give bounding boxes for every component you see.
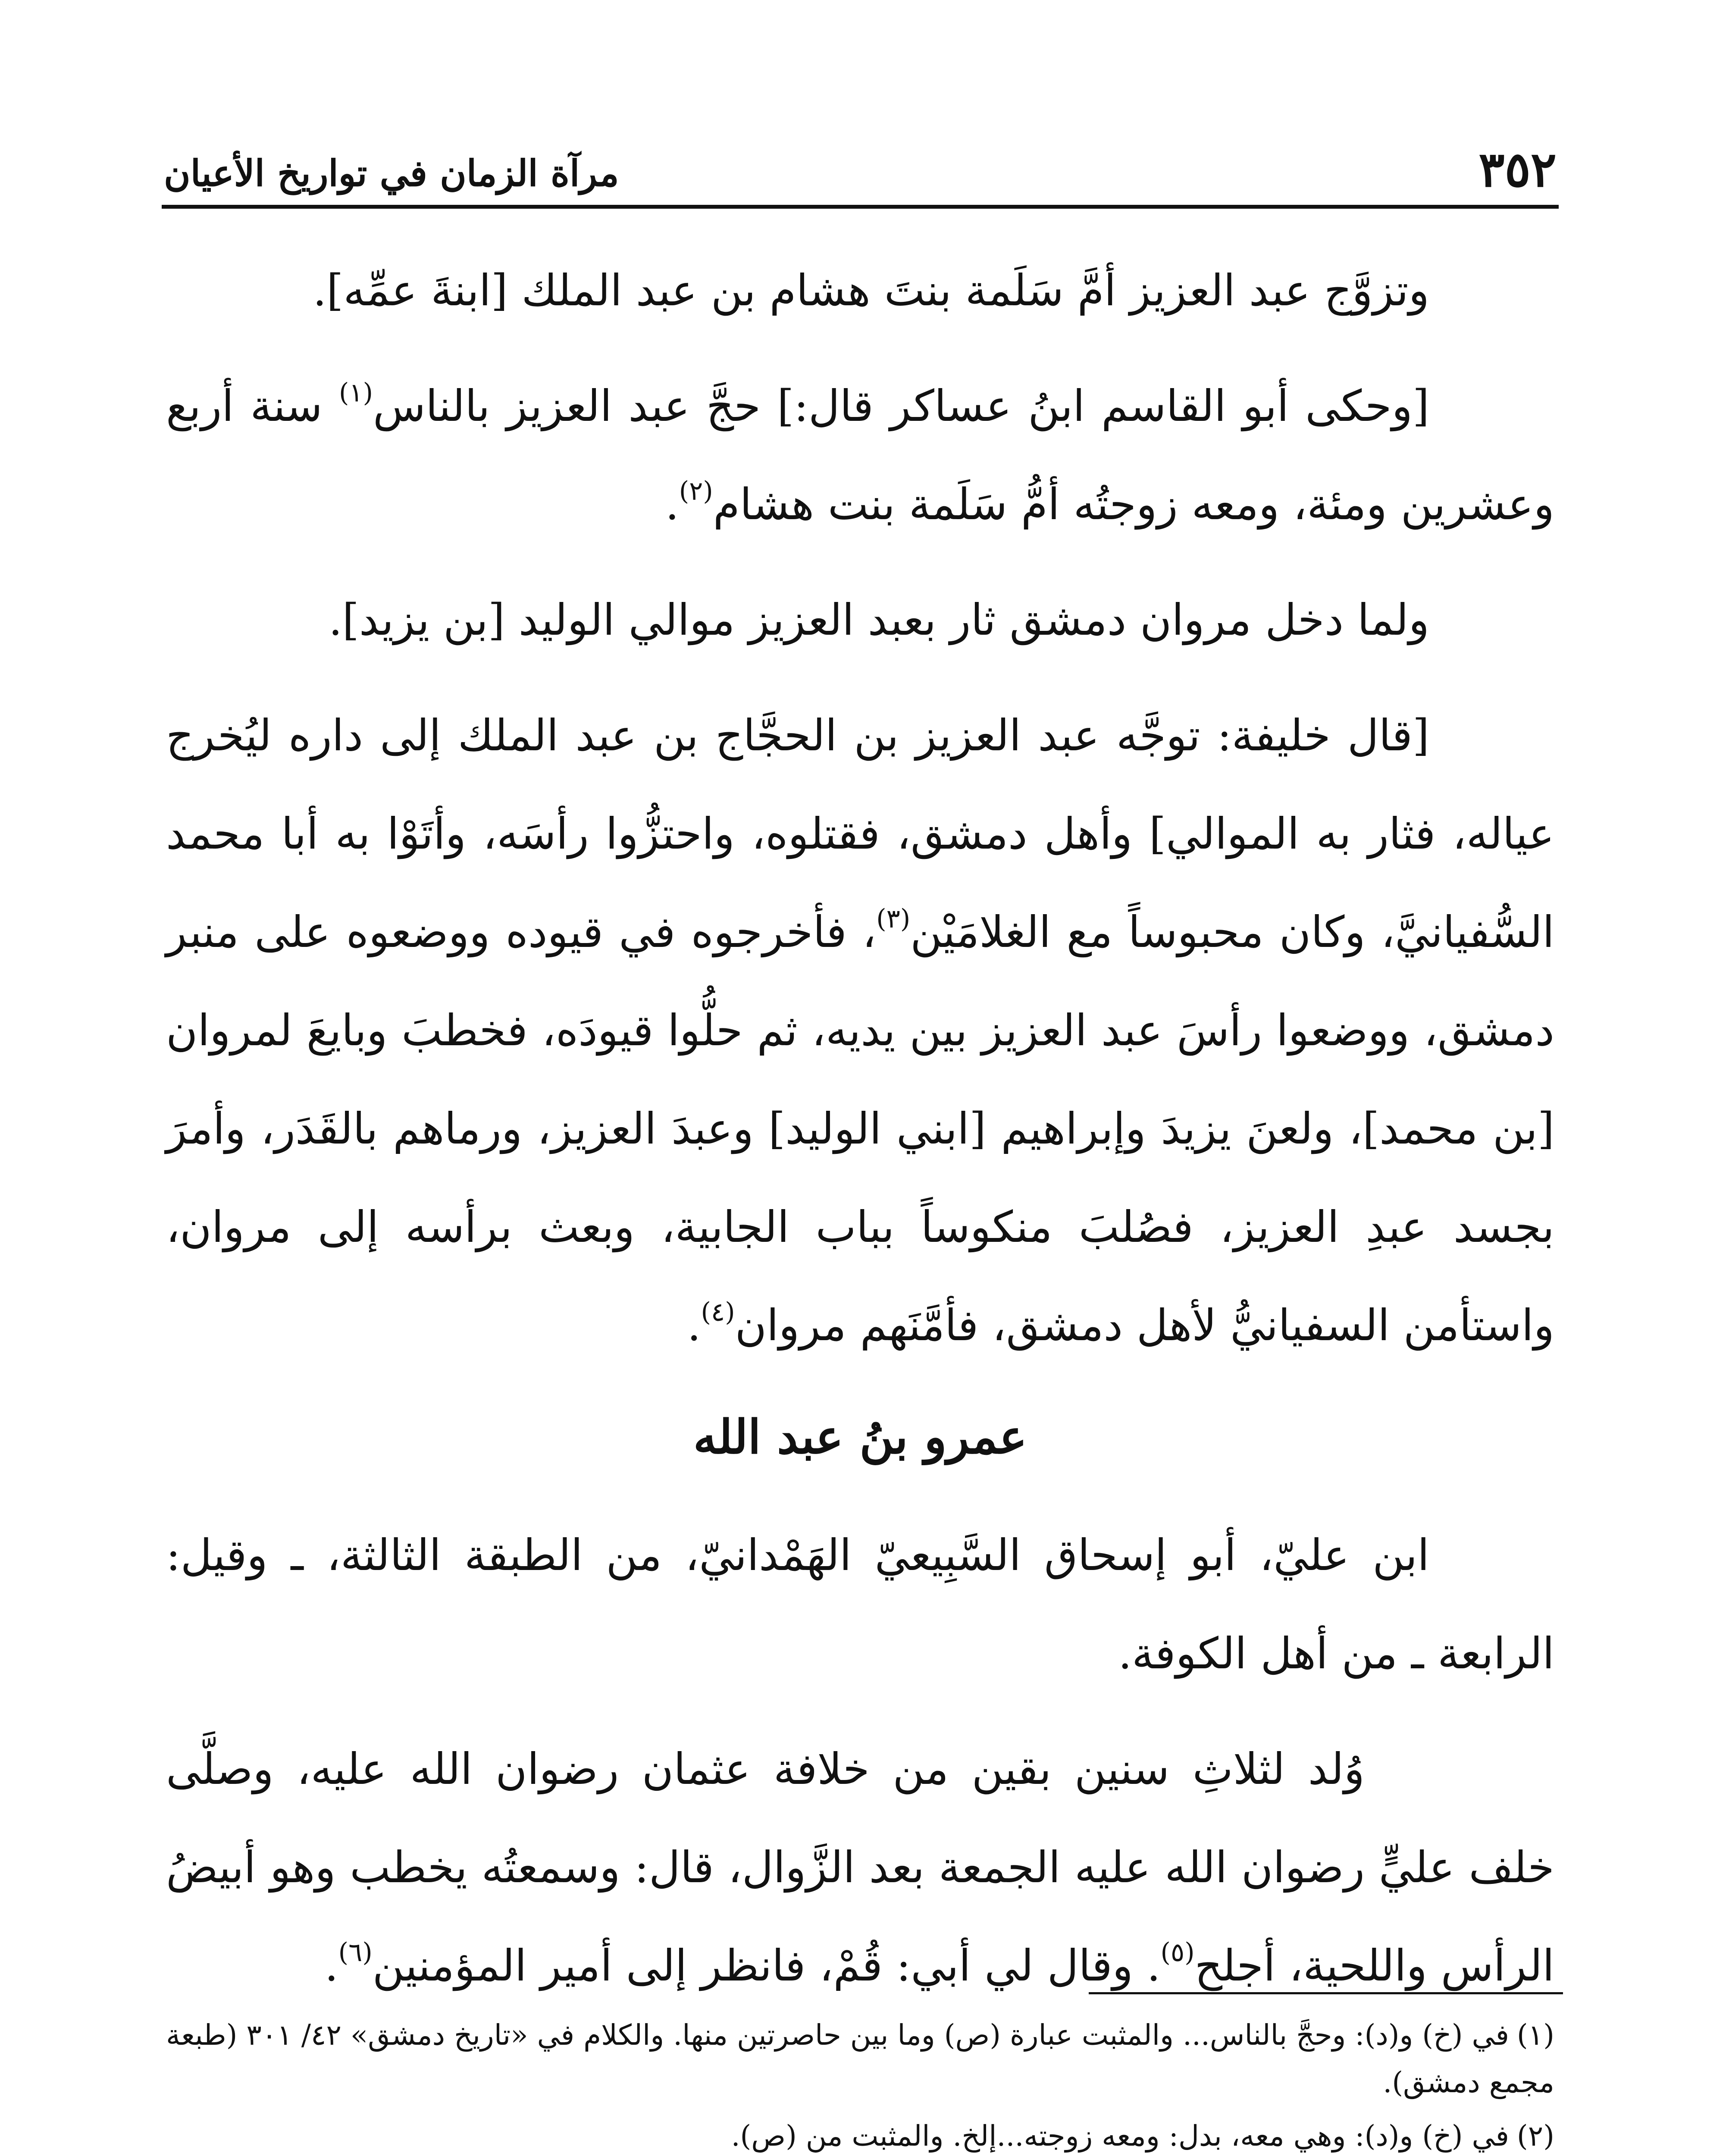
footnote-ref-6[interactable]: (٦) bbox=[338, 1937, 373, 1968]
footnote-number: (١) bbox=[1517, 2018, 1554, 2052]
footnote-text: في (خ) و(د): وهي معه، بدل: ومعه زوجته...إلخ. والمثبت من (ص). bbox=[731, 2119, 1510, 2153]
section-heading: عمرو بنُ عبد الله bbox=[693, 1410, 1027, 1464]
running-title: مرآة الزمان في تواريخ الأعيان bbox=[164, 152, 619, 194]
header-rule bbox=[162, 205, 1559, 209]
paragraph-khalifa: [قال خليفة: توجَّه عبد العزيز بن الحجَّاج بن عبد الملك إلى داره ليُخرج عياله، فثار به الموالي] وأهل دمشق، فقتلوه، واحتزُّوا رأسَه، وأتَوْا به أبا محمد السُّفيانيَّ، وكان محبوساً مع الغلامَيْن$^{(٣)}$، فأخرجوه في قيوده ووضعوه على منبر دمشق، ووضعوا رأسَ عبد العزيز بين يديه، ثم حلُّوا قيودَه، فخطبَ وبايعَ لمروان [بن محمد]، ولعنَ يزيدَ وإبراهيم [ابني الوليد] وعبدَ العزيز، ورماهم بالقَدَر، وأمرَ بجسد عبدِ العزيز، فصُلبَ منكوساً بباب الجابية، وبعث برأسه إلى مروان، واستأمن السفيانيُّ لأهل دمشق، فأمَّنَهم مروان$^{(٤)}$. bbox=[166, 710, 1554, 1351]
page-header bbox=[164, 129, 1557, 198]
footnote-text: في (خ) و(د): وحجَّ بالناس... والمثبت عبارة (ص) وما بين حاصرتين منها. والكلام في «تاريخ دمشق» ٤٢/ ٣٠١ (طبعة مجمع دمشق). bbox=[166, 2018, 1554, 2099]
paragraph-hajj: [وحكى أبو القاسم ابنُ عساكر قال:] حجَّ عبد العزيز بالناس$^{(١)}$ سنة أربع وعشرين ومئة، ومعه زوجتُه أمُّ سَلَمة بنت هشام$^{(٢)}$. bbox=[166, 378, 1554, 530]
paragraph-marriage: وتزوَّج عبد العزيز أمَّ سَلَمة بنتَ هشام بن عبد الملك [ابنةَ عمِّه]. bbox=[313, 265, 1429, 316]
paragraph-lineage: ابن عليّ، أبو إسحاق السَّبِيعيّ الهَمْدانيّ، من الطبقة الثالثة، ـ وقيل: الرابعة ـ من أهل الكوفة. bbox=[166, 1530, 1554, 1679]
footnote-ref-3[interactable]: (٣) bbox=[876, 904, 911, 934]
footnote-ref-5[interactable]: (٥) bbox=[1160, 1937, 1195, 1968]
footnote-ref-1[interactable]: (١) bbox=[338, 378, 373, 408]
footnote-item bbox=[166, 2012, 1554, 2106]
footnote-number: (٢) bbox=[1517, 2119, 1554, 2153]
footnotes bbox=[166, 2012, 1554, 2156]
footnote-ref-4[interactable]: (٤) bbox=[701, 1297, 735, 1327]
paragraph-marwan-entry: ولما دخل مروان دمشق ثار بعبد العزيز موالي الوليد [بن يزيد]. bbox=[329, 595, 1429, 645]
page-number: ٣٥٢ bbox=[1478, 141, 1557, 198]
footnote-item bbox=[166, 2112, 1554, 2156]
paragraph-birth: وُلد لثلاثِ سنين بقين من خلافة عثمان رضوان الله عليه، وصلَّى خلف عليٍّ رضوان الله عليه الجمعة بعد الزَّوال، قال: وسمعتُه يخطب وهو أبيضُ الرأس واللحية، أجلح$^{(٥)}$. وقال لي أبي: قُمْ، فانظر إلى أمير المؤمنين$^{(٦)}$. bbox=[166, 1744, 1554, 1991]
main-text bbox=[166, 241, 1554, 2032]
footnote-separator bbox=[1089, 1992, 1563, 1994]
footnote-ref-2[interactable]: (٢) bbox=[679, 476, 713, 506]
